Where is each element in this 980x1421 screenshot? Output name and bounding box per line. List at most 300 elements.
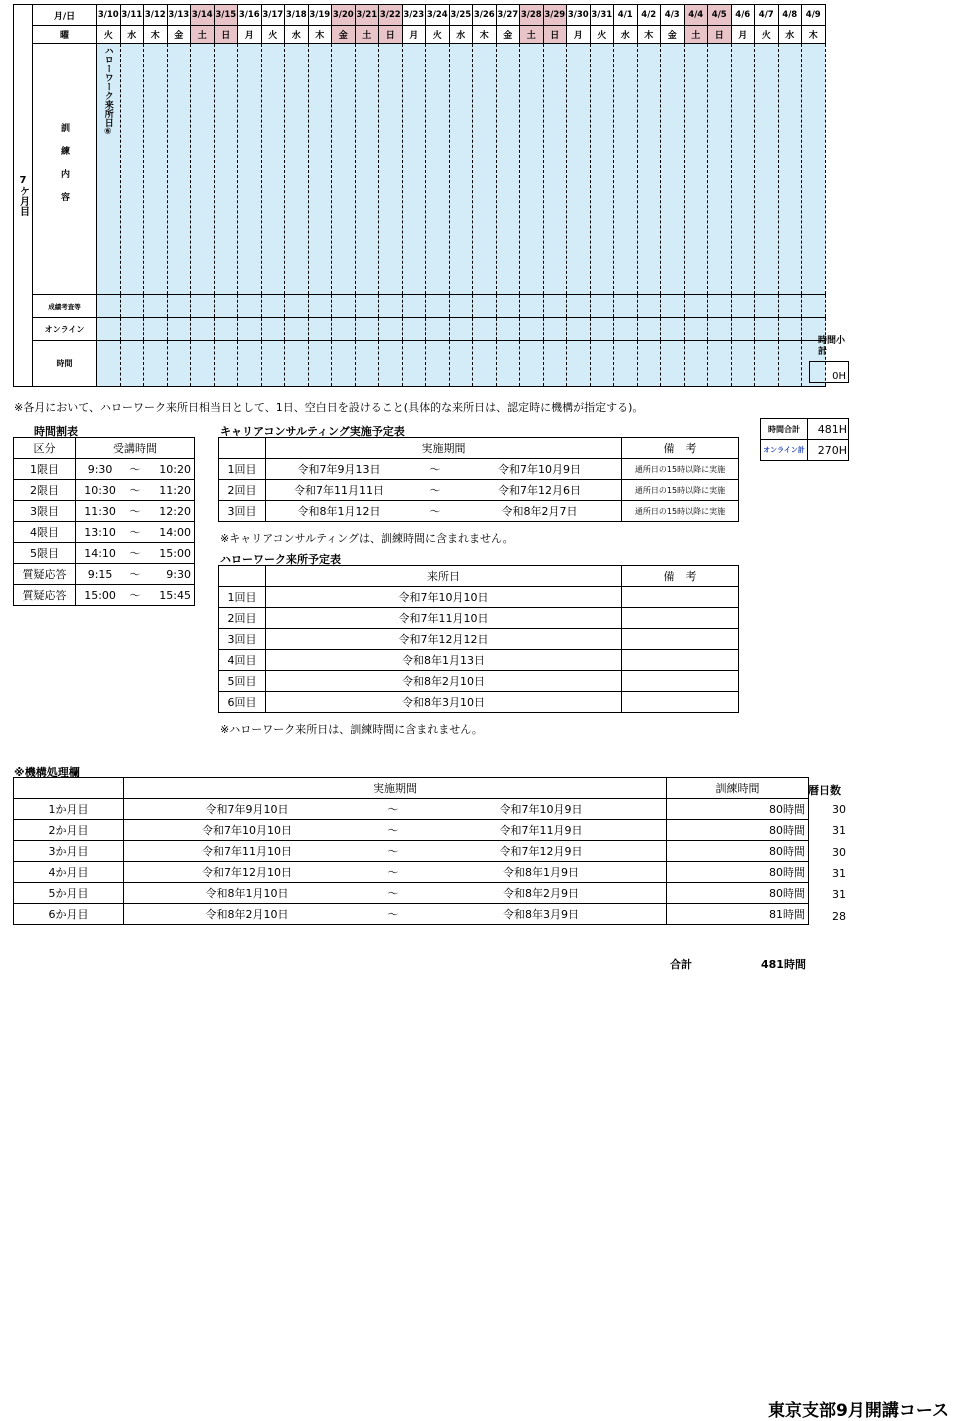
training-cell[interactable] <box>496 44 520 295</box>
end-date: 令和8年2月7日 <box>458 501 622 522</box>
weekday-cell: 水 <box>449 26 473 44</box>
schedule-cell[interactable] <box>543 295 567 318</box>
training-hours: 80時間 <box>667 883 809 904</box>
time-total-value: 481H <box>808 419 849 440</box>
schedule-cell[interactable] <box>97 295 121 318</box>
visit-date: 令和8年3月10日 <box>266 692 622 713</box>
org-row <box>14 820 809 841</box>
training-cell[interactable] <box>802 44 826 295</box>
training-cell[interactable] <box>590 44 614 295</box>
schedule-cell[interactable] <box>684 318 708 341</box>
end-time: 10:20 <box>146 459 195 480</box>
remarks <box>622 629 739 650</box>
timetable-row <box>14 564 195 585</box>
calendar-days: 31 <box>832 888 846 902</box>
schedule-cell[interactable] <box>614 318 638 341</box>
weekday-cell: 木 <box>308 26 332 44</box>
weekday-cell: 水 <box>778 26 802 44</box>
end-date: 令和8年2月9日 <box>416 883 667 904</box>
total-label: 合計 <box>670 958 692 971</box>
remarks: 通所日の15時以降に実施 <box>622 459 739 480</box>
schedule-cell[interactable] <box>332 295 356 318</box>
timetable-row <box>14 585 195 606</box>
month-label: 4か月目 <box>14 862 124 883</box>
date-cell: 3/24 <box>426 5 450 26</box>
date-cell: 3/29 <box>543 5 567 26</box>
calendar-days: 31 <box>832 824 846 838</box>
date-cell: 3/23 <box>402 5 426 26</box>
schedule-cell[interactable] <box>285 341 309 387</box>
timetable-row <box>14 522 195 543</box>
tilde: ～ <box>124 480 146 501</box>
start-time: 11:30 <box>76 501 125 522</box>
schedule-cell[interactable] <box>379 295 403 318</box>
calendar-days: 28 <box>832 909 846 923</box>
schedule-cell[interactable] <box>214 341 238 387</box>
date-cell: 3/20 <box>332 5 356 26</box>
weekday-cell: 日 <box>543 26 567 44</box>
schedule-cell[interactable] <box>661 295 685 318</box>
remarks: 通所日の15時以降に実施 <box>622 501 739 522</box>
schedule-cell[interactable] <box>661 318 685 341</box>
date-cell: 4/1 <box>614 5 638 26</box>
tilde: ～ <box>370 820 416 841</box>
session-label: 5回目 <box>219 671 266 692</box>
training-cell[interactable] <box>731 44 755 295</box>
start-date: 令和8年2月10日 <box>124 904 371 925</box>
tilde: ～ <box>412 459 458 480</box>
schedule-cell[interactable] <box>355 295 379 318</box>
training-cell[interactable] <box>402 44 426 295</box>
schedule-cell[interactable] <box>426 295 450 318</box>
start-time: 9:30 <box>76 459 125 480</box>
training-cell[interactable] <box>543 44 567 295</box>
weekday-cell: 月 <box>402 26 426 44</box>
training-cell[interactable] <box>778 44 802 295</box>
career-note: ※キャリアコンサルティングは、訓練時間に含まれません。 <box>220 532 514 545</box>
visit-date: 令和7年12月12日 <box>266 629 622 650</box>
org-row <box>14 841 809 862</box>
training-cell[interactable] <box>426 44 450 295</box>
schedule-cell[interactable] <box>708 295 732 318</box>
remarks <box>622 692 739 713</box>
schedule-cell[interactable] <box>637 341 661 387</box>
date-header-label: 月/日 <box>33 5 97 26</box>
weekday-cell: 金 <box>496 26 520 44</box>
schedule-cell[interactable] <box>355 318 379 341</box>
schedule-cell[interactable] <box>167 341 191 387</box>
schedule-cell[interactable] <box>590 295 614 318</box>
weekday-cell: 水 <box>614 26 638 44</box>
weekday-cell: 月 <box>238 26 262 44</box>
schedule-cell[interactable] <box>379 318 403 341</box>
weekday-cell: 土 <box>684 26 708 44</box>
date-cell: 3/18 <box>285 5 309 26</box>
training-cell[interactable] <box>308 44 332 295</box>
weekday-cell: 水 <box>120 26 144 44</box>
schedule-cell[interactable] <box>238 318 262 341</box>
career-header-period: 実施期間 <box>266 438 622 459</box>
training-cell[interactable] <box>637 44 661 295</box>
schedule-cell[interactable] <box>708 341 732 387</box>
schedule-cell[interactable] <box>426 318 450 341</box>
tilde: ～ <box>370 904 416 925</box>
training-cell[interactable] <box>708 44 732 295</box>
schedule-cell[interactable] <box>402 341 426 387</box>
schedule-cell[interactable] <box>755 341 779 387</box>
training-cell[interactable] <box>355 44 379 295</box>
hellowork-title: ハローワーク来所予定表 <box>220 553 341 566</box>
career-row <box>219 480 739 501</box>
career-row <box>219 459 739 480</box>
date-cell: 3/28 <box>520 5 544 26</box>
org-table <box>13 777 809 925</box>
calendar-days-header: 暦日数 <box>808 784 841 797</box>
career-header-blank <box>219 438 266 459</box>
schedule-cell[interactable] <box>755 295 779 318</box>
schedule-cell[interactable] <box>543 341 567 387</box>
schedule-cell[interactable] <box>684 341 708 387</box>
remarks <box>622 650 739 671</box>
weekday-cell: 日 <box>708 26 732 44</box>
online-total-label: オンライン計 <box>761 440 808 461</box>
schedule-cell[interactable] <box>590 318 614 341</box>
training-cell[interactable] <box>285 44 309 295</box>
schedule-cell[interactable] <box>567 318 591 341</box>
training-cell[interactable] <box>473 44 497 295</box>
date-cell: 4/6 <box>731 5 755 26</box>
remarks <box>622 587 739 608</box>
schedule-cell[interactable] <box>778 341 802 387</box>
remarks <box>622 608 739 629</box>
month-label: 6か月目 <box>14 904 124 925</box>
schedule-cell[interactable] <box>449 295 473 318</box>
timetable-header-category: 区分 <box>14 438 76 459</box>
online-label: オンライン <box>33 318 97 341</box>
schedule-cell[interactable] <box>167 295 191 318</box>
schedule-cell[interactable] <box>97 318 121 341</box>
schedule-cell[interactable] <box>637 318 661 341</box>
end-date: 令和7年10月9日 <box>416 799 667 820</box>
start-date: 令和8年1月10日 <box>124 883 371 904</box>
calendar-days: 31 <box>832 866 846 880</box>
date-cell: 4/4 <box>684 5 708 26</box>
schedule-cell[interactable] <box>661 341 685 387</box>
weekday-cell: 水 <box>285 26 309 44</box>
weekday-cell: 火 <box>261 26 285 44</box>
schedule-cell[interactable] <box>449 341 473 387</box>
schedule-cell[interactable] <box>144 341 168 387</box>
weekday-cell: 土 <box>520 26 544 44</box>
hw-header-remarks: 備 考 <box>622 566 739 587</box>
date-cell: 3/13 <box>167 5 191 26</box>
date-cell: 3/22 <box>379 5 403 26</box>
schedule-cell[interactable] <box>426 341 450 387</box>
schedule-cell[interactable] <box>308 295 332 318</box>
schedule-cell[interactable] <box>285 295 309 318</box>
schedule-cell[interactable] <box>778 295 802 318</box>
schedule-cell[interactable] <box>708 318 732 341</box>
schedule-cell[interactable] <box>520 341 544 387</box>
hellowork-row <box>219 692 739 713</box>
schedule-cell[interactable] <box>214 318 238 341</box>
date-cell: 3/26 <box>473 5 497 26</box>
tilde: ～ <box>370 841 416 862</box>
weekday-cell: 土 <box>355 26 379 44</box>
end-time: 9:30 <box>146 564 195 585</box>
weekday-cell: 火 <box>590 26 614 44</box>
weekday-cell: 日 <box>379 26 403 44</box>
hellowork-note: ※ハローワーク来所日は、訓練時間に含まれません。 <box>220 723 483 736</box>
training-cell[interactable] <box>120 44 144 295</box>
end-date: 令和7年12月9日 <box>416 841 667 862</box>
start-date: 令和7年9月13日 <box>266 459 413 480</box>
tilde: ～ <box>124 522 146 543</box>
period-label: 4限目 <box>14 522 76 543</box>
session-label: 1回目 <box>219 587 266 608</box>
org-row <box>14 883 809 904</box>
training-cell[interactable] <box>755 44 779 295</box>
schedule-cell[interactable] <box>731 295 755 318</box>
weekday-cell: 月 <box>567 26 591 44</box>
training-cell[interactable] <box>614 44 638 295</box>
weekday-cell: 金 <box>661 26 685 44</box>
online-total-value: 270H <box>808 440 849 461</box>
schedule-cell[interactable] <box>379 341 403 387</box>
schedule-cell[interactable] <box>567 295 591 318</box>
schedule-cell[interactable] <box>496 295 520 318</box>
weekday-cell: 日 <box>214 26 238 44</box>
hellowork-row <box>219 629 739 650</box>
weekday-cell: 木 <box>802 26 826 44</box>
schedule-cell[interactable] <box>120 318 144 341</box>
org-row <box>14 862 809 883</box>
date-cell: 3/21 <box>355 5 379 26</box>
date-cell: 3/25 <box>449 5 473 26</box>
schedule-cell[interactable] <box>191 318 215 341</box>
schedule-cell[interactable] <box>144 295 168 318</box>
remarks <box>622 671 739 692</box>
schedule-cell[interactable] <box>214 295 238 318</box>
date-cell: 3/14 <box>191 5 215 26</box>
end-date: 令和7年12月6日 <box>458 480 622 501</box>
training-cell[interactable] <box>567 44 591 295</box>
schedule-cell[interactable] <box>520 318 544 341</box>
end-time: 15:00 <box>146 543 195 564</box>
training-cell[interactable] <box>449 44 473 295</box>
session-label: 3回目 <box>219 629 266 650</box>
totals-box <box>760 418 849 461</box>
month-label: 7ケ月目 <box>14 5 33 387</box>
org-header-hours: 訓練時間 <box>667 778 809 799</box>
start-time: 15:00 <box>76 585 125 606</box>
schedule-cell[interactable] <box>191 295 215 318</box>
schedule-cell[interactable] <box>120 341 144 387</box>
hellowork-row <box>219 650 739 671</box>
date-cell: 4/8 <box>778 5 802 26</box>
start-time: 10:30 <box>76 480 125 501</box>
training-cell[interactable] <box>167 44 191 295</box>
schedule-cell[interactable] <box>473 341 497 387</box>
schedule-cell[interactable] <box>614 295 638 318</box>
start-time: 14:10 <box>76 543 125 564</box>
weekday-cell: 金 <box>332 26 356 44</box>
schedule-cell[interactable] <box>449 318 473 341</box>
training-cell[interactable] <box>97 44 121 295</box>
schedule-cell[interactable] <box>637 295 661 318</box>
start-date: 令和7年9月10日 <box>124 799 371 820</box>
session-label: 1回目 <box>219 459 266 480</box>
hellowork-row <box>219 671 739 692</box>
timetable-header-time: 受講時間 <box>76 438 195 459</box>
hellowork-visit-text: ハローワーク来所日⑥ <box>102 46 113 137</box>
date-cell: 3/31 <box>590 5 614 26</box>
date-cell: 3/30 <box>567 5 591 26</box>
weekday-cell: 木 <box>473 26 497 44</box>
training-cell[interactable] <box>144 44 168 295</box>
career-table <box>218 437 739 522</box>
tilde: ～ <box>124 585 146 606</box>
schedule-cell[interactable] <box>191 341 215 387</box>
schedule-cell[interactable] <box>473 295 497 318</box>
date-cell: 4/3 <box>661 5 685 26</box>
schedule-cell[interactable] <box>614 341 638 387</box>
remarks: 通所日の15時以降に実施 <box>622 480 739 501</box>
training-hours: 80時間 <box>667 841 809 862</box>
session-label: 3回目 <box>219 501 266 522</box>
career-title: キャリアコンサルティング実施予定表 <box>220 425 405 438</box>
timetable-row <box>14 480 195 501</box>
visit-date: 令和8年1月13日 <box>266 650 622 671</box>
weekday-cell: 火 <box>426 26 450 44</box>
org-row <box>14 904 809 925</box>
schedule-cell[interactable] <box>496 341 520 387</box>
hw-header-blank <box>219 566 266 587</box>
calendar-days: 30 <box>832 803 846 816</box>
schedule-cell[interactable] <box>778 318 802 341</box>
schedule-cell[interactable] <box>402 318 426 341</box>
month-label: 5か月目 <box>14 883 124 904</box>
schedule-cell[interactable] <box>285 318 309 341</box>
training-cell[interactable] <box>520 44 544 295</box>
schedule-cell[interactable] <box>308 341 332 387</box>
training-content-label: 訓練内容 <box>33 44 97 295</box>
timetable-title: 時間割表 <box>34 425 78 438</box>
schedule-cell[interactable] <box>261 318 285 341</box>
tilde: ～ <box>370 799 416 820</box>
grading-label: 成績考査等 <box>33 295 97 318</box>
schedule-cell[interactable] <box>332 341 356 387</box>
career-row <box>219 501 739 522</box>
start-date: 令和7年12月10日 <box>124 862 371 883</box>
month-label: 1か月目 <box>14 799 124 820</box>
period-label: 2限目 <box>14 480 76 501</box>
schedule-cell[interactable] <box>120 295 144 318</box>
schedule-cell[interactable] <box>473 318 497 341</box>
month-label: 3か月目 <box>14 841 124 862</box>
subtotal-label: 時間小計 <box>818 336 846 357</box>
timetable-row <box>14 543 195 564</box>
training-cell[interactable] <box>684 44 708 295</box>
schedule-cell[interactable] <box>238 341 262 387</box>
schedule-cell[interactable] <box>731 341 755 387</box>
date-cell: 4/9 <box>802 5 826 26</box>
end-time: 14:00 <box>146 522 195 543</box>
schedule-cell[interactable] <box>97 341 121 387</box>
weekday-cell: 木 <box>144 26 168 44</box>
start-date: 令和7年11月11日 <box>266 480 413 501</box>
training-cell[interactable] <box>661 44 685 295</box>
schedule-cell[interactable] <box>355 341 379 387</box>
schedule-cell[interactable] <box>496 318 520 341</box>
start-date: 令和8年1月12日 <box>266 501 413 522</box>
schedule-cell[interactable] <box>308 318 332 341</box>
start-date: 令和7年10月10日 <box>124 820 371 841</box>
schedule-cell[interactable] <box>520 295 544 318</box>
schedule-cell[interactable] <box>755 318 779 341</box>
training-cell[interactable] <box>238 44 262 295</box>
schedule-cell[interactable] <box>543 318 567 341</box>
total-value: 481時間 <box>761 958 806 971</box>
weekday-header-label: 曜 <box>33 26 97 44</box>
training-cell[interactable] <box>379 44 403 295</box>
footer-title: 東京支部9月開講コース <box>768 1401 949 1421</box>
schedule-cell[interactable] <box>238 295 262 318</box>
schedule-cell[interactable] <box>590 341 614 387</box>
tilde: ～ <box>412 480 458 501</box>
schedule-cell[interactable] <box>332 318 356 341</box>
schedule-cell[interactable] <box>731 318 755 341</box>
schedule-cell[interactable] <box>261 341 285 387</box>
hellowork-row <box>219 587 739 608</box>
end-time: 11:20 <box>146 480 195 501</box>
schedule-cell[interactable] <box>567 341 591 387</box>
date-cell: 3/11 <box>120 5 144 26</box>
schedule-cell[interactable] <box>684 295 708 318</box>
org-header-period: 実施期間 <box>124 778 667 799</box>
session-label: 6回目 <box>219 692 266 713</box>
training-cell[interactable] <box>261 44 285 295</box>
visit-date: 令和8年2月10日 <box>266 671 622 692</box>
schedule-cell[interactable] <box>261 295 285 318</box>
time-total-label: 時間合計 <box>761 419 808 440</box>
period-label: 5限目 <box>14 543 76 564</box>
schedule-cell[interactable] <box>402 295 426 318</box>
training-cell[interactable] <box>191 44 215 295</box>
date-cell: 4/2 <box>637 5 661 26</box>
date-cell: 4/7 <box>755 5 779 26</box>
date-cell: 3/27 <box>496 5 520 26</box>
date-cell: 3/12 <box>144 5 168 26</box>
period-label: 質疑応答 <box>14 585 76 606</box>
timetable-row <box>14 459 195 480</box>
timetable-row <box>14 501 195 522</box>
month-label: 2か月目 <box>14 820 124 841</box>
start-date: 令和7年11月10日 <box>124 841 371 862</box>
schedule-cell[interactable] <box>802 295 826 318</box>
schedule-cell[interactable] <box>167 318 191 341</box>
training-cell[interactable] <box>332 44 356 295</box>
start-time: 9:15 <box>76 564 125 585</box>
training-hours: 80時間 <box>667 820 809 841</box>
tilde: ～ <box>124 564 146 585</box>
org-row <box>14 799 809 820</box>
hellowork-table <box>218 565 739 713</box>
end-date: 令和7年11月9日 <box>416 820 667 841</box>
schedule-cell[interactable] <box>144 318 168 341</box>
calendar-days: 30 <box>832 845 846 859</box>
training-cell[interactable] <box>214 44 238 295</box>
